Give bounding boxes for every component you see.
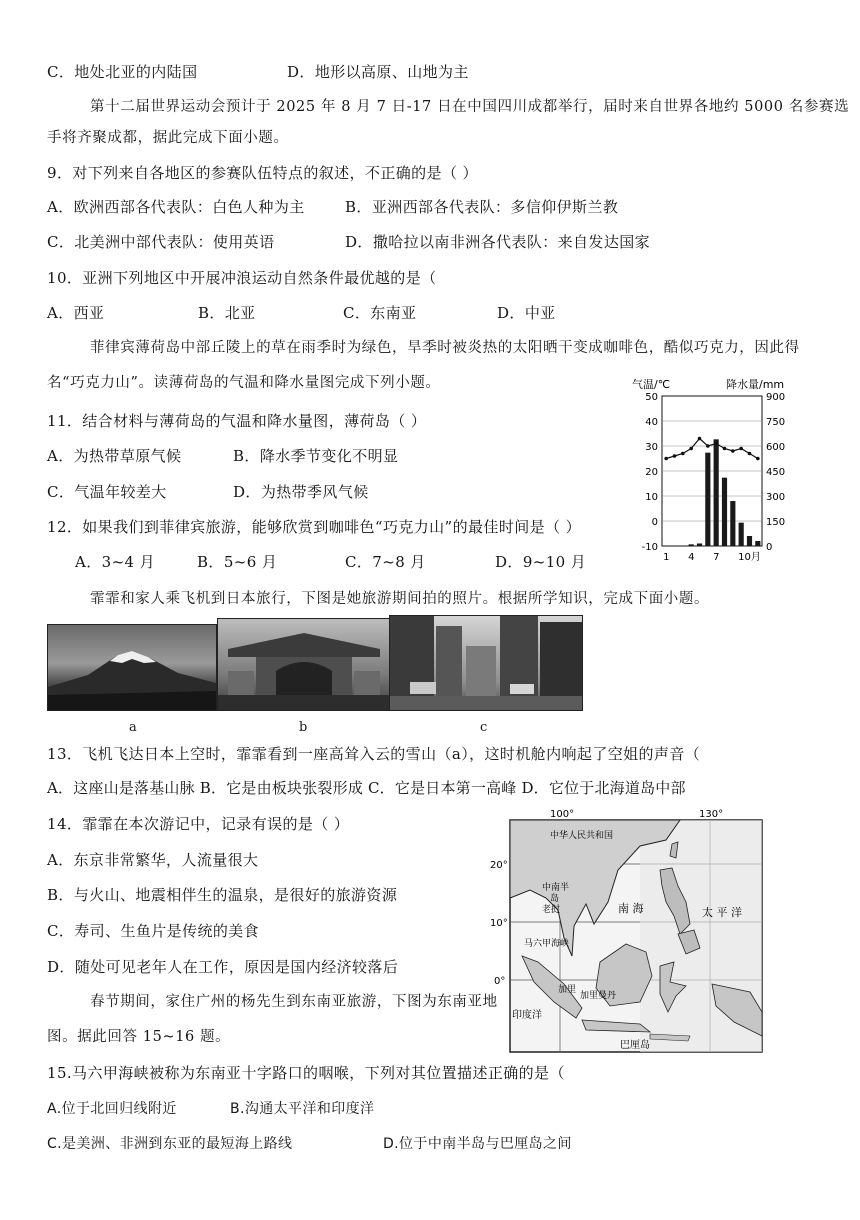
temp-tick-label: 50 bbox=[645, 392, 658, 403]
q14-option-a: A．东京非常繁华，人流量很大 bbox=[47, 851, 259, 869]
precip-bar bbox=[697, 544, 702, 547]
temp-tick-label: -10 bbox=[641, 542, 658, 553]
q9-option-a: A．欧洲西部各代表队：白色人种为主 bbox=[47, 198, 305, 216]
map-label-malacca: 马六甲海峡 bbox=[524, 939, 570, 949]
temp-tick-label: 20 bbox=[645, 467, 658, 478]
q15-option-d: D.位于中南半岛与巴厘岛之间 bbox=[383, 1136, 572, 1152]
precip-tick-label: 450 bbox=[766, 467, 786, 478]
month-tick-label: 10月 bbox=[738, 552, 761, 563]
intro-japan-trip: 霏霏和家人乘飞机到日本旅行，下图是她旅游期间拍的照片。根据所学知识，完成下面小题。 bbox=[90, 591, 710, 607]
q10-option-d: D．中亚 bbox=[497, 304, 556, 322]
temperature-point bbox=[748, 452, 752, 456]
temperature-point bbox=[706, 444, 710, 448]
q15-option-c: C.是美洲、非洲到东亚的最短海上路线 bbox=[47, 1136, 293, 1152]
map-label-pacific: 太 平 洋 bbox=[702, 906, 742, 919]
precip-bar bbox=[739, 523, 744, 546]
q14-option-c: C．寿司、生鱼片是传统的美食 bbox=[47, 922, 260, 940]
question-9: 9．对下列来自各地区的参赛队伍特点的叙述，不正确的是（ ） bbox=[47, 164, 478, 182]
q15-option-b: B.沟通太平洋和印度洋 bbox=[230, 1101, 375, 1117]
q10-option-a: A．西亚 bbox=[47, 304, 105, 322]
temperature-point bbox=[756, 457, 760, 461]
q8-option-c: C．地处北亚的内陆国 bbox=[47, 63, 198, 81]
photo-c-city-street bbox=[389, 615, 583, 711]
temperature-point bbox=[681, 452, 685, 456]
photo-caption-a: a bbox=[129, 720, 137, 735]
temperature-point bbox=[714, 442, 718, 446]
precip-axis-label: 降水量/mm bbox=[726, 378, 785, 391]
temp-tick-label: 10 bbox=[645, 492, 658, 503]
photo-b-shrine-gate bbox=[217, 618, 391, 711]
intro-world-games-line1: 第十二届世界运动会预计于 2025 年 8 月 7 日-17 日在中国四川成都举行，届时来自世界各地约 5000 名参赛选 bbox=[90, 99, 850, 115]
q10-option-b: B．北亚 bbox=[198, 304, 256, 322]
temperature-point bbox=[673, 454, 677, 458]
photo-caption-b: b bbox=[299, 720, 308, 735]
intro-world-games-line2: 手将齐聚成都，据此完成下面小题。 bbox=[47, 130, 289, 146]
precip-bar bbox=[722, 478, 727, 546]
precip-tick-label: 150 bbox=[766, 517, 786, 528]
question-12: 12．如果我们到菲律宾旅游，能够欣赏到咖啡色“巧克力山”的最佳时间是（ ） bbox=[47, 518, 581, 536]
map-label-laos: 老挝 bbox=[542, 905, 561, 915]
map-label-china: 中华人民共和国 bbox=[550, 831, 614, 841]
temperature-line bbox=[666, 439, 758, 459]
question-15: 15.马六甲海峡被称为东南亚十字路口的咽喉，下列对其位置描述正确的是（ bbox=[47, 1064, 565, 1082]
map-lat-20: 20° bbox=[490, 860, 508, 871]
q14-option-b: B．与火山、地震相伴生的温泉，是很好的旅游资源 bbox=[47, 886, 398, 904]
question-10: 10．亚洲下列地区中开展冲浪运动自然条件最优越的是（ bbox=[47, 269, 437, 287]
precip-tick-label: 600 bbox=[766, 442, 786, 453]
map-label-bali: 巴厘岛 bbox=[620, 1040, 650, 1051]
map-label-sumatra: 加里 bbox=[558, 985, 577, 995]
map-label-kalimantan: 加里曼丹 bbox=[580, 991, 617, 1001]
q11-option-c: C．气温年较差大 bbox=[47, 483, 167, 501]
temperature-point bbox=[731, 449, 735, 453]
map-lat-10: 10° bbox=[490, 918, 508, 929]
q9-option-d: D．撒哈拉以南非洲各代表队：来自发达国家 bbox=[345, 233, 651, 251]
climate-chart bbox=[626, 370, 796, 575]
temperature-point bbox=[723, 447, 727, 451]
map-lat-0: 0° bbox=[494, 976, 506, 987]
question-14: 14．霏霏在本次游记中，记录有误的是（ ） bbox=[47, 815, 350, 833]
q11-option-a: A．为热带草原气候 bbox=[47, 447, 182, 465]
precip-bar bbox=[730, 501, 735, 546]
precip-tick-label: 0 bbox=[766, 542, 773, 553]
month-tick-label: 4 bbox=[688, 552, 695, 563]
q10-option-c: C．东南亚 bbox=[343, 304, 417, 322]
temp-tick-label: 30 bbox=[645, 442, 658, 453]
temperature-point bbox=[739, 447, 743, 451]
q9-option-b: B．亚洲西部各代表队：多信仰伊斯兰教 bbox=[345, 198, 619, 216]
q9-option-c: C．北美洲中部代表队：使用英语 bbox=[47, 233, 275, 251]
question-13: 13．飞机飞达日本上空时，霏霏看到一座高耸入云的雪山（a），这时机舱内响起了空姐的声音（ bbox=[47, 745, 701, 763]
q12-option-c: C．7~8 月 bbox=[345, 553, 426, 571]
q12-option-b: B．5~6 月 bbox=[197, 553, 278, 571]
map-lon-100: 100° bbox=[550, 809, 575, 820]
precip-tick-label: 750 bbox=[766, 417, 786, 428]
precip-tick-label: 900 bbox=[766, 392, 786, 403]
map-label-indochina-2: 岛 bbox=[550, 894, 560, 904]
q8-option-d: D．地形以高原、山地为主 bbox=[287, 63, 469, 81]
q12-option-a: A．3~4 月 bbox=[75, 553, 156, 571]
precip-bar bbox=[747, 536, 752, 546]
temperature-point bbox=[689, 447, 693, 451]
q12-option-d: D．9~10 月 bbox=[495, 553, 587, 571]
temp-tick-label: 40 bbox=[645, 417, 658, 428]
intro-southeast-asia-line1: 春节期间，家住广州的杨先生到东南亚旅游，下图为东南亚地 bbox=[90, 994, 498, 1010]
temperature-point bbox=[664, 457, 668, 461]
q14-option-d: D．随处可见老年人在工作，原因是国内经济较落后 bbox=[47, 958, 399, 976]
temp-axis-label: 气温/℃ bbox=[632, 378, 671, 391]
photo-caption-c: c bbox=[480, 720, 488, 735]
map-label-south-sea: 南 海 bbox=[618, 902, 644, 915]
precip-tick-label: 300 bbox=[766, 492, 786, 503]
q13-options: A．这座山是落基山脉 B．它是由板块张裂形成 C．它是日本第一高峰 D．它位于北海道岛中部 bbox=[47, 779, 686, 797]
q11-option-d: D．为热带季风气候 bbox=[233, 483, 369, 501]
question-11: 11．结合材料与薄荷岛的气温和降水量图，薄荷岛（ ） bbox=[47, 412, 427, 430]
intro-southeast-asia-line2: 图。据此回答 15~16 题。 bbox=[47, 1029, 231, 1045]
temperature-point bbox=[698, 437, 702, 441]
map-label-indian-ocean: 印度洋 bbox=[512, 1010, 542, 1021]
photo-a-snow-mountain bbox=[47, 624, 217, 711]
month-tick-label: 1 bbox=[663, 552, 670, 563]
intro-chocolate-hills-line1: 菲律宾薄荷岛中部丘陵上的草在雨季时为绿色，旱季时被炎热的太阳晒干变成咖啡色，酷似巧克力，因此得 bbox=[90, 340, 800, 356]
precip-bar bbox=[705, 453, 710, 546]
temp-tick-label: 0 bbox=[651, 517, 658, 528]
month-tick-label: 7 bbox=[713, 552, 720, 563]
precip-bar bbox=[714, 439, 719, 546]
q15-option-a: A.位于北回归线附近 bbox=[47, 1101, 177, 1117]
q11-option-b: B．降水季节变化不明显 bbox=[233, 447, 399, 465]
precip-bar bbox=[689, 544, 694, 546]
map-lon-130: 130° bbox=[699, 809, 724, 820]
intro-chocolate-hills-line2: 名“巧克力山”。读薄荷岛的气温和降水量图完成下列小题。 bbox=[47, 375, 441, 391]
precip-bar bbox=[755, 541, 760, 546]
southeast-asia-map bbox=[490, 806, 770, 1056]
map-label-indochina-1: 中南半 bbox=[542, 883, 570, 893]
